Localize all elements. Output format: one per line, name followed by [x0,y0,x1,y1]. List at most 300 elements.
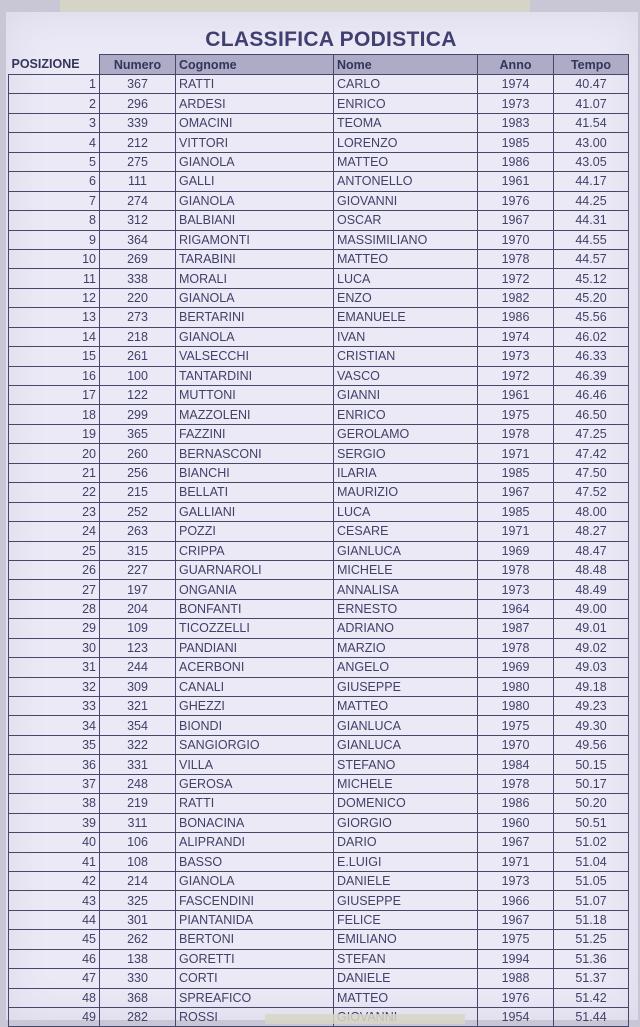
table-row [9,308,629,327]
posizione-cell: 31 [9,658,100,677]
anno-cell: 1985 [478,502,554,521]
table-row [9,541,629,560]
posizione-cell: 48 [9,988,100,1007]
tempo-cell: 44.31 [554,211,629,230]
anno-cell: 1975 [478,716,554,735]
nome-cell: LUCA [334,269,478,288]
cognome-cell: SPREAFICO [176,988,334,1007]
tempo-cell: 44.17 [554,172,629,191]
posizione-cell: 15 [9,347,100,366]
nome-cell: GIOVANNI [334,191,478,210]
numero-cell: 367 [100,75,176,94]
numero-cell: 301 [100,910,176,929]
posizione-cell: 34 [9,716,100,735]
numero-cell: 273 [100,308,176,327]
table-row [9,580,629,599]
numero-cell: 106 [100,833,176,852]
numero-cell: 244 [100,658,176,677]
anno-cell: 1967 [478,483,554,502]
page-title: CLASSIFICA PODISTICA [205,28,457,51]
numero-cell: 122 [100,386,176,405]
numero-cell: 252 [100,502,176,521]
tempo-cell: 43.00 [554,133,629,152]
anno-cell: 1978 [478,774,554,793]
table-row [9,463,629,482]
table-row [9,891,629,910]
posizione-cell: 8 [9,211,100,230]
cognome-cell: VITTORI [176,133,334,152]
tempo-cell: 50.15 [554,755,629,774]
posizione-cell: 29 [9,619,100,638]
tempo-cell: 41.07 [554,94,629,113]
nome-cell: MICHELE [334,774,478,793]
tape-strip-bottom [265,1014,465,1024]
table-row [9,774,629,793]
nome-cell: GIUSEPPE [334,677,478,696]
posizione-cell: 33 [9,697,100,716]
tempo-cell: 49.00 [554,599,629,618]
nome-cell: STEFANO [334,755,478,774]
anno-cell: 1961 [478,172,554,191]
posizione-cell: 4 [9,133,100,152]
tempo-cell: 48.00 [554,502,629,521]
numero-cell: 111 [100,172,176,191]
anno-cell: 1976 [478,988,554,1007]
tempo-cell: 51.02 [554,833,629,852]
cognome-cell: GIANOLA [176,191,334,210]
table-row [9,502,629,521]
table-row [9,172,629,191]
tempo-cell: 49.30 [554,716,629,735]
cognome-cell: MORALI [176,269,334,288]
anno-cell: 1987 [478,619,554,638]
cognome-cell: CANALI [176,677,334,696]
anno-cell: 1967 [478,910,554,929]
posizione-cell: 21 [9,463,100,482]
tempo-cell: 49.23 [554,697,629,716]
posizione-cell: 12 [9,288,100,307]
table-row [9,405,629,424]
table-row [9,230,629,249]
table-row [9,347,629,366]
table-row [9,211,629,230]
table-row [9,969,629,988]
numero-cell: 219 [100,794,176,813]
header-numero: Numero [100,55,176,75]
anno-cell: 1988 [478,969,554,988]
tempo-cell: 49.18 [554,677,629,696]
cognome-cell: GIANOLA [176,288,334,307]
header-row [9,55,629,75]
posizione-cell: 13 [9,308,100,327]
cognome-cell: RATTI [176,75,334,94]
posizione-cell: 30 [9,638,100,657]
nome-cell: CESARE [334,522,478,541]
tempo-cell: 45.20 [554,288,629,307]
cognome-cell: PIANTANIDA [176,910,334,929]
cognome-cell: GALLI [176,172,334,191]
posizione-cell: 11 [9,269,100,288]
table-row [9,949,629,968]
cognome-cell: TARABINI [176,249,334,268]
tempo-cell: 47.52 [554,483,629,502]
cognome-cell: GIANOLA [176,327,334,346]
tempo-cell: 40.47 [554,75,629,94]
anno-cell: 1982 [478,288,554,307]
cognome-cell: TANTARDINI [176,366,334,385]
cognome-cell: BALBIANI [176,211,334,230]
tempo-cell: 49.01 [554,619,629,638]
header-posizione: POSIZIONE [9,55,100,75]
numero-cell: 263 [100,522,176,541]
cognome-cell: VALSECCHI [176,347,334,366]
header-anno: Anno [478,55,554,75]
tempo-cell: 46.33 [554,347,629,366]
cognome-cell: GALLIANI [176,502,334,521]
cognome-cell: PANDIANI [176,638,334,657]
tempo-cell: 48.47 [554,541,629,560]
posizione-cell: 7 [9,191,100,210]
tempo-cell: 46.50 [554,405,629,424]
nome-cell: SERGIO [334,444,478,463]
nome-cell: ANGELO [334,658,478,677]
header-cognome: Cognome [176,55,334,75]
tempo-cell: 44.25 [554,191,629,210]
numero-cell: 204 [100,599,176,618]
table-row [9,386,629,405]
table-row [9,288,629,307]
cognome-cell: BONACINA [176,813,334,832]
posizione-cell: 20 [9,444,100,463]
numero-cell: 338 [100,269,176,288]
numero-cell: 218 [100,327,176,346]
nome-cell: OSCAR [334,211,478,230]
posizione-cell: 37 [9,774,100,793]
cognome-cell: GORETTI [176,949,334,968]
anno-cell: 1969 [478,658,554,677]
nome-cell: EMILIANO [334,930,478,949]
nome-cell: ILARIA [334,463,478,482]
nome-cell: TEOMA [334,113,478,132]
posizione-cell: 28 [9,599,100,618]
tempo-cell: 50.51 [554,813,629,832]
numero-cell: 256 [100,463,176,482]
nome-cell: MATTEO [334,249,478,268]
tempo-cell: 44.57 [554,249,629,268]
cognome-cell: CORTI [176,969,334,988]
header-nome: Nome [334,55,478,75]
numero-cell: 365 [100,424,176,443]
table-row [9,522,629,541]
anno-cell: 1978 [478,424,554,443]
numero-cell: 282 [100,1008,176,1027]
anno-cell: 1954 [478,1008,554,1027]
table-row [9,249,629,268]
posizione-cell: 44 [9,910,100,929]
cognome-cell: BIONDI [176,716,334,735]
anno-cell: 1985 [478,133,554,152]
nome-cell: E.LUIGI [334,852,478,871]
anno-cell: 1974 [478,327,554,346]
table-row [9,483,629,502]
table-row [9,75,629,94]
table-row [9,133,629,152]
posizione-cell: 42 [9,871,100,890]
posizione-cell: 18 [9,405,100,424]
table-row [9,599,629,618]
tempo-cell: 50.17 [554,774,629,793]
anno-cell: 1978 [478,560,554,579]
tempo-cell: 51.25 [554,930,629,949]
posizione-cell: 45 [9,930,100,949]
table-row [9,113,629,132]
numero-cell: 354 [100,716,176,735]
tempo-cell: 46.02 [554,327,629,346]
posizione-cell: 41 [9,852,100,871]
anno-cell: 1960 [478,813,554,832]
numero-cell: 322 [100,735,176,754]
anno-cell: 1978 [478,638,554,657]
results-body [9,75,629,1027]
tempo-cell: 51.04 [554,852,629,871]
cognome-cell: MUTTONI [176,386,334,405]
posizione-cell: 2 [9,94,100,113]
anno-cell: 1983 [478,113,554,132]
cognome-cell: TICOZZELLI [176,619,334,638]
anno-cell: 1974 [478,75,554,94]
numero-cell: 299 [100,405,176,424]
posizione-cell: 19 [9,424,100,443]
nome-cell: ENRICO [334,94,478,113]
cognome-cell: GIANOLA [176,152,334,171]
numero-cell: 315 [100,541,176,560]
nome-cell: GIANLUCA [334,716,478,735]
nome-cell: VASCO [334,366,478,385]
tempo-cell: 47.50 [554,463,629,482]
numero-cell: 261 [100,347,176,366]
posizione-cell: 16 [9,366,100,385]
nome-cell: MATTEO [334,988,478,1007]
posizione-cell: 3 [9,113,100,132]
cognome-cell: ACERBONI [176,658,334,677]
tempo-cell: 43.05 [554,152,629,171]
nome-cell: ENRICO [334,405,478,424]
table-row [9,619,629,638]
numero-cell: 274 [100,191,176,210]
numero-cell: 275 [100,152,176,171]
table-row [9,716,629,735]
posizione-cell: 14 [9,327,100,346]
table-row [9,152,629,171]
table-row [9,930,629,949]
anno-cell: 1971 [478,852,554,871]
anno-cell: 1984 [478,755,554,774]
cognome-cell: ROSSI [176,1008,334,1027]
cognome-cell: ARDESI [176,94,334,113]
anno-cell: 1985 [478,463,554,482]
table-row [9,794,629,813]
posizione-cell: 23 [9,502,100,521]
cognome-cell: FAZZINI [176,424,334,443]
nome-cell: MATTEO [334,152,478,171]
anno-cell: 1975 [478,405,554,424]
posizione-cell: 35 [9,735,100,754]
nome-cell: CRISTIAN [334,347,478,366]
nome-cell: DANIELE [334,871,478,890]
posizione-cell: 9 [9,230,100,249]
anno-cell: 1961 [478,386,554,405]
numero-cell: 248 [100,774,176,793]
anno-cell: 1970 [478,735,554,754]
header-tempo: Tempo [554,55,629,75]
anno-cell: 1971 [478,444,554,463]
numero-cell: 108 [100,852,176,871]
nome-cell: FELICE [334,910,478,929]
numero-cell: 330 [100,969,176,988]
anno-cell: 1973 [478,580,554,599]
numero-cell: 109 [100,619,176,638]
nome-cell: GEROLAMO [334,424,478,443]
anno-cell: 1970 [478,230,554,249]
numero-cell: 220 [100,288,176,307]
tempo-cell: 49.02 [554,638,629,657]
table-row [9,191,629,210]
numero-cell: 262 [100,930,176,949]
numero-cell: 123 [100,638,176,657]
nome-cell: ANTONELLO [334,172,478,191]
tempo-cell: 51.37 [554,969,629,988]
cognome-cell: OMACINI [176,113,334,132]
nome-cell: MICHELE [334,560,478,579]
nome-cell: MATTEO [334,697,478,716]
numero-cell: 331 [100,755,176,774]
nome-cell: GIANNI [334,386,478,405]
nome-cell: MAURIZIO [334,483,478,502]
anno-cell: 1964 [478,599,554,618]
posizione-cell: 17 [9,386,100,405]
cognome-cell: FASCENDINI [176,891,334,910]
nome-cell: GIANLUCA [334,541,478,560]
table-row [9,658,629,677]
posizione-cell: 49 [9,1008,100,1027]
table-row [9,735,629,754]
cognome-cell: ALIPRANDI [176,833,334,852]
cognome-cell: BELLATI [176,483,334,502]
tempo-cell: 51.36 [554,949,629,968]
table-row [9,327,629,346]
cognome-cell: BERTARINI [176,308,334,327]
numero-cell: 227 [100,560,176,579]
table-row [9,755,629,774]
tempo-cell: 47.42 [554,444,629,463]
cognome-cell: GUARNAROLI [176,560,334,579]
table-row [9,677,629,696]
anno-cell: 1986 [478,308,554,327]
tempo-cell: 45.12 [554,269,629,288]
numero-cell: 339 [100,113,176,132]
numero-cell: 325 [100,891,176,910]
anno-cell: 1980 [478,677,554,696]
numero-cell: 368 [100,988,176,1007]
tempo-cell: 51.07 [554,891,629,910]
numero-cell: 269 [100,249,176,268]
cognome-cell: BERTONI [176,930,334,949]
anno-cell: 1967 [478,211,554,230]
numero-cell: 296 [100,94,176,113]
tempo-cell: 48.49 [554,580,629,599]
nome-cell: MARZIO [334,638,478,657]
posizione-cell: 25 [9,541,100,560]
results-table [8,54,629,1027]
anno-cell: 1972 [478,366,554,385]
numero-cell: 100 [100,366,176,385]
table-row [9,560,629,579]
posizione-cell: 6 [9,172,100,191]
tempo-cell: 50.20 [554,794,629,813]
nome-cell: GIANLUCA [334,735,478,754]
cognome-cell: SANGIORGIO [176,735,334,754]
table-row [9,910,629,929]
nome-cell: MASSIMILIANO [334,230,478,249]
nome-cell: ADRIANO [334,619,478,638]
posizione-cell: 39 [9,813,100,832]
posizione-cell: 46 [9,949,100,968]
tempo-cell: 45.56 [554,308,629,327]
cognome-cell: VILLA [176,755,334,774]
posizione-cell: 24 [9,522,100,541]
table-row [9,833,629,852]
posizione-cell: 36 [9,755,100,774]
nome-cell: GIUSEPPE [334,891,478,910]
anno-cell: 1976 [478,191,554,210]
posizione-cell: 47 [9,969,100,988]
cognome-cell: RATTI [176,794,334,813]
table-row [9,871,629,890]
table-row [9,444,629,463]
posizione-cell: 27 [9,580,100,599]
nome-cell: ANNALISA [334,580,478,599]
anno-cell: 1978 [478,249,554,268]
table-row [9,366,629,385]
numero-cell: 309 [100,677,176,696]
cognome-cell: POZZI [176,522,334,541]
anno-cell: 1986 [478,794,554,813]
cognome-cell: BONFANTI [176,599,334,618]
posizione-cell: 26 [9,560,100,579]
posizione-cell: 40 [9,833,100,852]
tempo-cell: 49.56 [554,735,629,754]
numero-cell: 260 [100,444,176,463]
tempo-cell: 48.48 [554,560,629,579]
tempo-cell: 49.03 [554,658,629,677]
numero-cell: 212 [100,133,176,152]
numero-cell: 364 [100,230,176,249]
cognome-cell: GHEZZI [176,697,334,716]
table-row [9,424,629,443]
table-row [9,988,629,1007]
nome-cell: ERNESTO [334,599,478,618]
anno-cell: 1973 [478,347,554,366]
numero-cell: 197 [100,580,176,599]
tempo-cell: 44.55 [554,230,629,249]
nome-cell: STEFAN [334,949,478,968]
numero-cell: 138 [100,949,176,968]
cognome-cell: GEROSA [176,774,334,793]
numero-cell: 214 [100,871,176,890]
table-row [9,852,629,871]
nome-cell: CARLO [334,75,478,94]
numero-cell: 312 [100,211,176,230]
